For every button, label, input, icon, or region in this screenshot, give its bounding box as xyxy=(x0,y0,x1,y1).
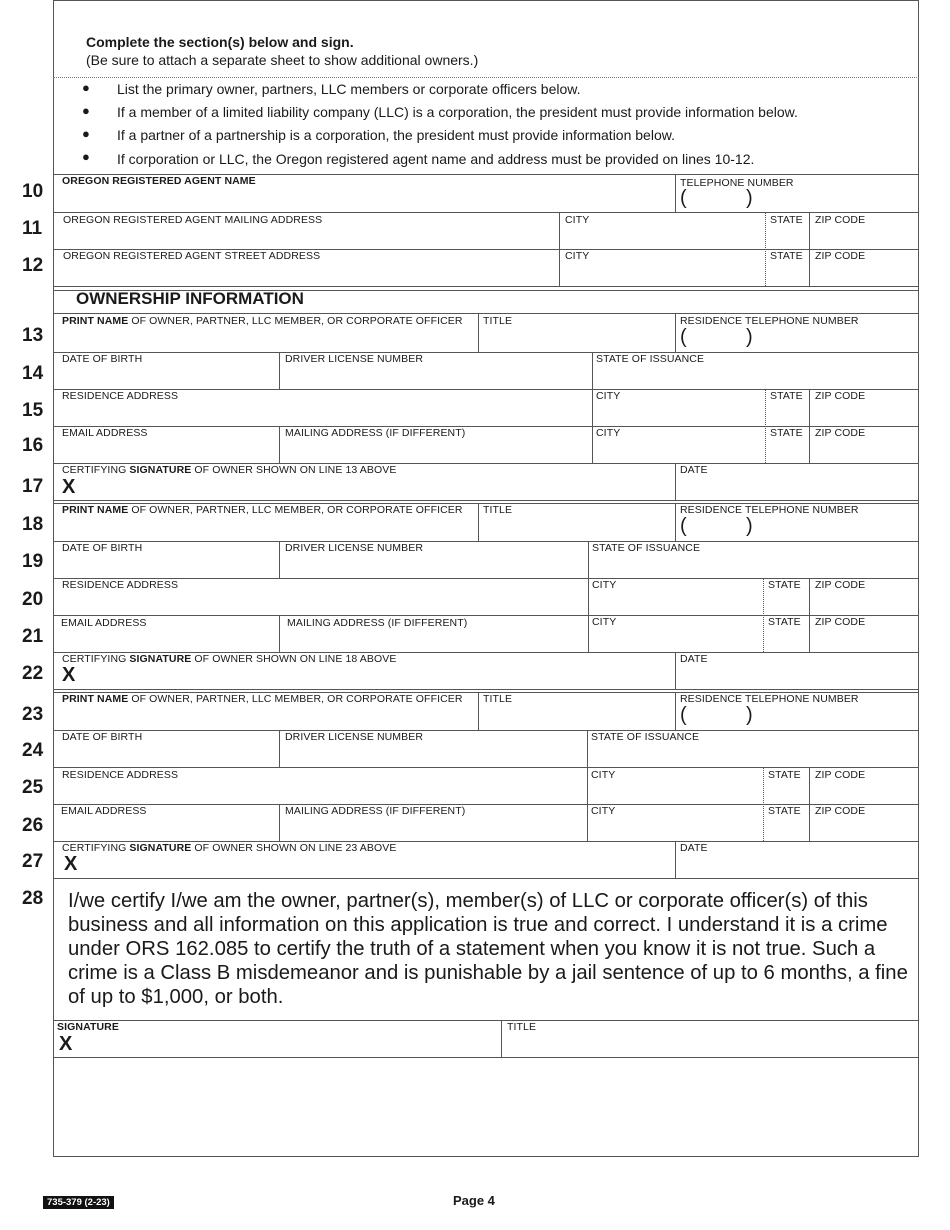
line-number: 27 xyxy=(22,851,44,872)
rule xyxy=(53,1020,919,1021)
line-number: 14 xyxy=(22,363,44,384)
bullet-item: If a partner of a partnership is a corporation, the president must provide information below. xyxy=(117,127,675,143)
final-title-field[interactable]: TITLE xyxy=(507,1021,537,1033)
owner3-signature-field[interactable]: CERTIFYING SIGNATURE OF OWNER SHOWN ON LINE 23 ABOVE xyxy=(62,842,397,854)
owner3-residence-field[interactable]: RESIDENCE ADDRESS xyxy=(62,769,179,781)
bullet-item: If a member of a limited liability company (LLC) is a corporation, the president must provide information below. xyxy=(117,104,798,120)
state-field[interactable]: STATE xyxy=(768,805,801,817)
agent-phone-field[interactable]: TELEPHONE NUMBER xyxy=(680,177,794,189)
state-field[interactable]: STATE xyxy=(770,214,803,226)
rule xyxy=(763,767,764,841)
line-number: 23 xyxy=(22,704,44,725)
bullet-item: List the primary owner, partners, LLC members or corporate officers below. xyxy=(117,81,581,97)
rule xyxy=(675,841,676,878)
zip-field[interactable]: ZIP CODE xyxy=(815,579,866,591)
owner3-print-name-field[interactable]: PRINT NAME OF OWNER, PARTNER, LLC MEMBER, OR CORPORATE OFFICER xyxy=(62,693,463,705)
final-signature-field[interactable]: SIGNATURE xyxy=(57,1021,119,1033)
city-field[interactable]: CITY xyxy=(591,769,616,781)
paren-close: ) xyxy=(746,704,753,726)
state-field[interactable]: STATE xyxy=(770,390,803,402)
owner1-license-field[interactable]: DRIVER LICENSE NUMBER xyxy=(285,353,424,365)
rule xyxy=(675,652,676,689)
signature-x-mark: X xyxy=(64,853,78,875)
city-field[interactable]: CITY xyxy=(565,214,590,226)
paren-close: ) xyxy=(746,187,753,209)
zip-field[interactable]: ZIP CODE xyxy=(815,427,866,439)
zip-field[interactable]: ZIP CODE xyxy=(815,250,866,262)
city-field[interactable]: CITY xyxy=(591,805,616,817)
signature-x-mark: X xyxy=(62,664,76,686)
certification-statement: I/we certify I/we am the owner, partner(s), member(s) of LLC or corporate officer(s) of this business and all information on this application is true and correct. I understand it is a crime under ORS 162.085 to certify the truth of a statement when you know it is not true. Such a crime is a Class B misdemeanor and is punishable by a jail sentence of up to 6 months, a fine of up to $1,000, or both. xyxy=(68,890,908,1008)
state-field[interactable]: STATE xyxy=(768,616,801,628)
instructions-title: Complete the section(s) below and sign. xyxy=(86,34,354,50)
city-field[interactable]: CITY xyxy=(592,579,617,591)
rule xyxy=(53,500,919,501)
rule xyxy=(809,389,810,463)
agent-name-field[interactable]: OREGON REGISTERED AGENT NAME xyxy=(62,175,256,187)
owner2-mailing-field[interactable]: MAILING ADDRESS (IF DIFFERENT) xyxy=(287,617,468,629)
bullet-dot: ● xyxy=(82,126,90,141)
owner1-phone-field[interactable]: RESIDENCE TELEPHONE NUMBER xyxy=(680,315,859,327)
line-number: 15 xyxy=(22,400,44,421)
owner1-issuance-field[interactable]: STATE OF ISSUANCE xyxy=(596,353,705,365)
owner1-mailing-field[interactable]: MAILING ADDRESS (IF DIFFERENT) xyxy=(285,427,466,439)
rule xyxy=(53,212,919,213)
line-number: 17 xyxy=(22,476,44,497)
city-field[interactable]: CITY xyxy=(592,616,617,628)
agent-mailing-field[interactable]: OREGON REGISTERED AGENT MAILING ADDRESS xyxy=(63,214,323,226)
rule xyxy=(588,541,589,652)
owner1-residence-field[interactable]: RESIDENCE ADDRESS xyxy=(62,390,179,402)
zip-field[interactable]: ZIP CODE xyxy=(815,616,866,628)
rule xyxy=(809,767,810,841)
owner2-print-name-field[interactable]: PRINT NAME OF OWNER, PARTNER, LLC MEMBER, OR CORPORATE OFFICER xyxy=(62,504,463,516)
owner3-date-field[interactable]: DATE xyxy=(680,842,708,854)
bullet-item: If corporation or LLC, the Oregon registered agent name and address must be provided on lines 10-12. xyxy=(117,151,755,167)
line-number: 20 xyxy=(22,589,44,610)
line-number: 24 xyxy=(22,740,44,761)
bullet-dot: ● xyxy=(82,80,90,95)
rule xyxy=(765,389,766,463)
header-divider xyxy=(53,77,919,78)
owner3-mailing-field[interactable]: MAILING ADDRESS (IF DIFFERENT) xyxy=(285,805,466,817)
rule xyxy=(53,767,919,768)
zip-field[interactable]: ZIP CODE xyxy=(815,805,866,817)
owner2-license-field[interactable]: DRIVER LICENSE NUMBER xyxy=(285,542,424,554)
line-number: 12 xyxy=(22,255,44,276)
line-number: 18 xyxy=(22,514,44,535)
rule xyxy=(279,730,280,767)
city-field[interactable]: CITY xyxy=(596,390,621,402)
rule xyxy=(765,212,766,286)
line-number: 11 xyxy=(22,218,43,239)
rule xyxy=(53,352,919,353)
rule xyxy=(53,286,919,287)
owner1-email-field[interactable]: EMAIL ADDRESS xyxy=(62,427,148,439)
rule xyxy=(675,463,676,500)
state-field[interactable]: STATE xyxy=(770,427,803,439)
rule xyxy=(53,689,919,690)
line-number: 26 xyxy=(22,815,44,836)
rule xyxy=(279,615,280,652)
state-field[interactable]: STATE xyxy=(770,250,803,262)
owner2-date-field[interactable]: DATE xyxy=(680,653,708,665)
owner2-title-field[interactable]: TITLE xyxy=(483,504,513,516)
paren-close: ) xyxy=(746,515,753,537)
rule xyxy=(587,730,588,841)
line-number: 13 xyxy=(22,325,44,346)
paren-close: ) xyxy=(746,326,753,348)
rule xyxy=(675,313,676,352)
bullet-dot: ● xyxy=(82,103,90,118)
rule xyxy=(809,212,810,286)
owner2-email-field[interactable]: EMAIL ADDRESS xyxy=(61,617,147,629)
state-field[interactable]: STATE xyxy=(768,579,801,591)
line-number: 10 xyxy=(22,181,44,202)
owner1-date-field[interactable]: DATE xyxy=(680,464,708,476)
rule xyxy=(53,541,919,542)
owner3-phone-field[interactable]: RESIDENCE TELEPHONE NUMBER xyxy=(680,693,859,705)
owner3-email-field[interactable]: EMAIL ADDRESS xyxy=(61,805,147,817)
rule xyxy=(279,352,280,389)
zip-field[interactable]: ZIP CODE xyxy=(815,769,866,781)
page-number: Page 4 xyxy=(453,1193,495,1208)
owner2-residence-field[interactable]: RESIDENCE ADDRESS xyxy=(62,579,179,591)
rule xyxy=(478,503,479,541)
city-field[interactable]: CITY xyxy=(565,250,590,262)
owner1-title-field[interactable]: TITLE xyxy=(483,315,513,327)
rule xyxy=(279,541,280,578)
rule xyxy=(501,1020,502,1057)
rule xyxy=(675,503,676,541)
rule xyxy=(675,174,676,212)
rule xyxy=(809,578,810,652)
paren-open: ( xyxy=(680,515,687,537)
rule xyxy=(559,212,560,286)
form-code-badge: 735-379 (2-23) xyxy=(43,1196,114,1209)
owner3-title-field[interactable]: TITLE xyxy=(483,693,513,705)
owner2-signature-field[interactable]: CERTIFYING SIGNATURE OF OWNER SHOWN ON LINE 18 ABOVE xyxy=(62,653,397,665)
zip-field[interactable]: ZIP CODE xyxy=(815,214,866,226)
bullet-dot: ● xyxy=(82,149,90,164)
rule xyxy=(53,1057,919,1058)
ownership-heading: OWNERSHIP INFORMATION xyxy=(76,289,304,308)
owner1-dob-field[interactable]: DATE OF BIRTH xyxy=(62,353,143,365)
rule xyxy=(675,692,676,730)
owner1-print-name-field[interactable]: PRINT NAME OF OWNER, PARTNER, LLC MEMBER, OR CORPORATE OFFICER xyxy=(62,315,463,327)
owner1-signature-field[interactable]: CERTIFYING SIGNATURE OF OWNER SHOWN ON LINE 13 ABOVE xyxy=(62,464,397,476)
agent-street-field[interactable]: OREGON REGISTERED AGENT STREET ADDRESS xyxy=(63,250,321,262)
owner2-phone-field[interactable]: RESIDENCE TELEPHONE NUMBER xyxy=(680,504,859,516)
rule xyxy=(53,730,919,731)
instructions-subtitle: (Be sure to attach a separate sheet to show additional owners.) xyxy=(86,52,479,68)
rule xyxy=(279,804,280,841)
line-number: 16 xyxy=(22,435,44,456)
paren-open: ( xyxy=(680,326,687,348)
signature-x-mark: X xyxy=(62,476,76,498)
owner3-issuance-field[interactable]: STATE OF ISSUANCE xyxy=(591,731,700,743)
rule xyxy=(763,578,764,652)
state-field[interactable]: STATE xyxy=(768,769,801,781)
rule xyxy=(53,313,919,314)
rule xyxy=(592,352,593,463)
line-number: 19 xyxy=(22,551,44,572)
zip-field[interactable]: ZIP CODE xyxy=(815,390,866,402)
owner3-dob-field[interactable]: DATE OF BIRTH xyxy=(62,731,143,743)
line-number: 28 xyxy=(22,888,44,909)
rule xyxy=(478,692,479,730)
line-number: 22 xyxy=(22,663,44,684)
signature-x-mark: X xyxy=(59,1033,73,1055)
paren-open: ( xyxy=(680,704,687,726)
owner2-dob-field[interactable]: DATE OF BIRTH xyxy=(62,542,143,554)
rule xyxy=(53,878,919,879)
paren-open: ( xyxy=(680,187,687,209)
line-number: 25 xyxy=(22,777,44,798)
city-field[interactable]: CITY xyxy=(596,427,621,439)
rule xyxy=(279,426,280,463)
rule xyxy=(478,313,479,352)
owner3-license-field[interactable]: DRIVER LICENSE NUMBER xyxy=(285,731,424,743)
line-number: 21 xyxy=(22,626,44,647)
owner2-issuance-field[interactable]: STATE OF ISSUANCE xyxy=(592,542,701,554)
